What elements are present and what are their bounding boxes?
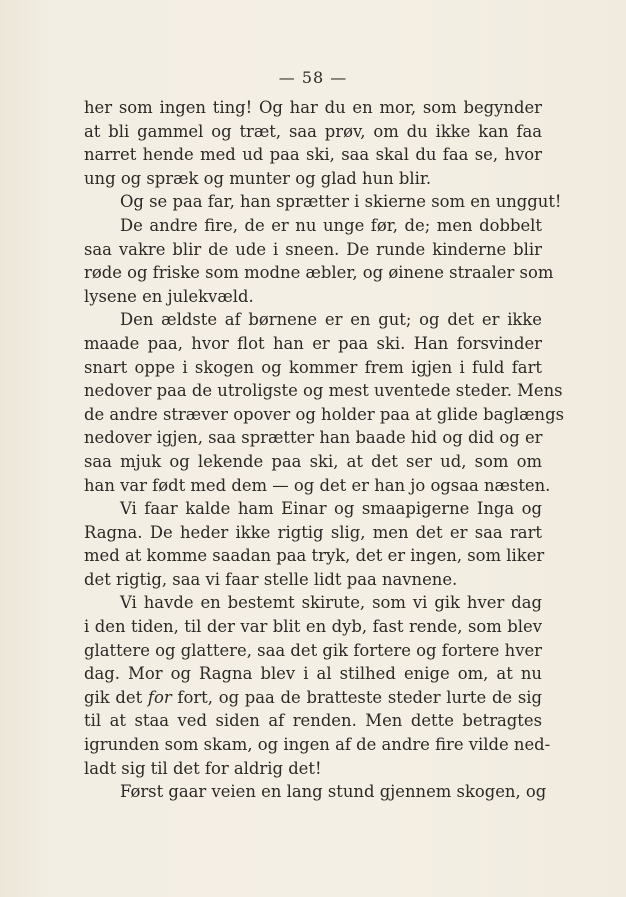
- text-line: De andre fire, de er nu unge før, de; men dobbelt: [120, 215, 542, 235]
- text-line: han var født med dem — og det er han jo ogsaa næsten.: [84, 475, 551, 495]
- text-fragment: fort, og paa de bratteste steder lurte de sig: [171, 687, 543, 707]
- text-line: saa mjuk og lekende paa ski, at det ser ud, som om: [84, 451, 542, 471]
- text-line: Den ældste af børnene er en gut; og det er ikke: [120, 310, 542, 330]
- text-line: maade paa, hvor flot han er paa ski. Han forsvinder: [84, 333, 542, 353]
- text-line: her som ingen ting! Og har du en mor, som begynder: [84, 98, 542, 117]
- text-line: Og se paa far, han sprætter i skierne som en unggut!: [120, 192, 562, 212]
- text-line: ladt sig til det for aldrig det!: [84, 758, 322, 778]
- text-line: at bli gammel og træt, saa prøv, om du ikke kan faa: [84, 121, 542, 141]
- text-line: med at komme saadan paa tryk, det er ingen, som liker: [84, 546, 545, 566]
- text-line: nedover paa de utroligste og mest uventede steder. Mens: [84, 381, 563, 401]
- text-line: saa vakre blir de ude i sneen. De runde kinderne blir: [84, 239, 542, 259]
- text-line: glattere og glattere, saa det gik fortere og fortere hver: [84, 640, 542, 660]
- text-line: nedover igjen, saa sprætter han baade hid og did og er: [84, 428, 543, 448]
- text-line: i den tiden, til der var blit en dyb, fast rende, som blev: [84, 617, 542, 637]
- text-line: ung og spræk og munter og glad hun blir.: [84, 168, 432, 188]
- text-line: til at staa ved siden af renden. Men dette betragtes: [84, 711, 542, 731]
- text-line: igrunden som skam, og ingen af de andre fire vilde ned-: [84, 735, 551, 755]
- body-text: [84, 96, 564, 804]
- text-line: narret hende med ud paa ski, saa skal du faa se, hvor: [84, 145, 542, 165]
- text-line: røde og friske som modne æbler, og øinene straaler som: [84, 263, 554, 283]
- text-line: dag. Mor og Ragna blev i al stilhed enige om, at nu: [84, 664, 542, 684]
- text-line: Vi faar kalde ham Einar og smaapigerne Inga og: [120, 499, 542, 519]
- text-line: det rigtig, saa vi faar stelle lidt paa navnene.: [84, 569, 458, 589]
- italic-word: for: [147, 687, 172, 707]
- text-line: lysene en julekvæld.: [84, 286, 254, 306]
- text-line: Vi havde en bestemt skirute, som vi gik hver dag: [120, 593, 542, 613]
- text-fragment: gik det: [84, 687, 148, 707]
- page-number: — 58 —: [278, 68, 348, 87]
- text-line: de andre stræver opover og holder paa at glide baglængs: [84, 404, 564, 424]
- text-line: snart oppe i skogen og kommer frem igjen i fuld fart: [84, 357, 542, 377]
- text-line: [84, 686, 542, 710]
- text-line: Først gaar veien en lang stund gjennem skogen, og: [120, 782, 547, 802]
- text-line: Ragna. De heder ikke rigtig slig, men det er saa rart: [84, 522, 542, 542]
